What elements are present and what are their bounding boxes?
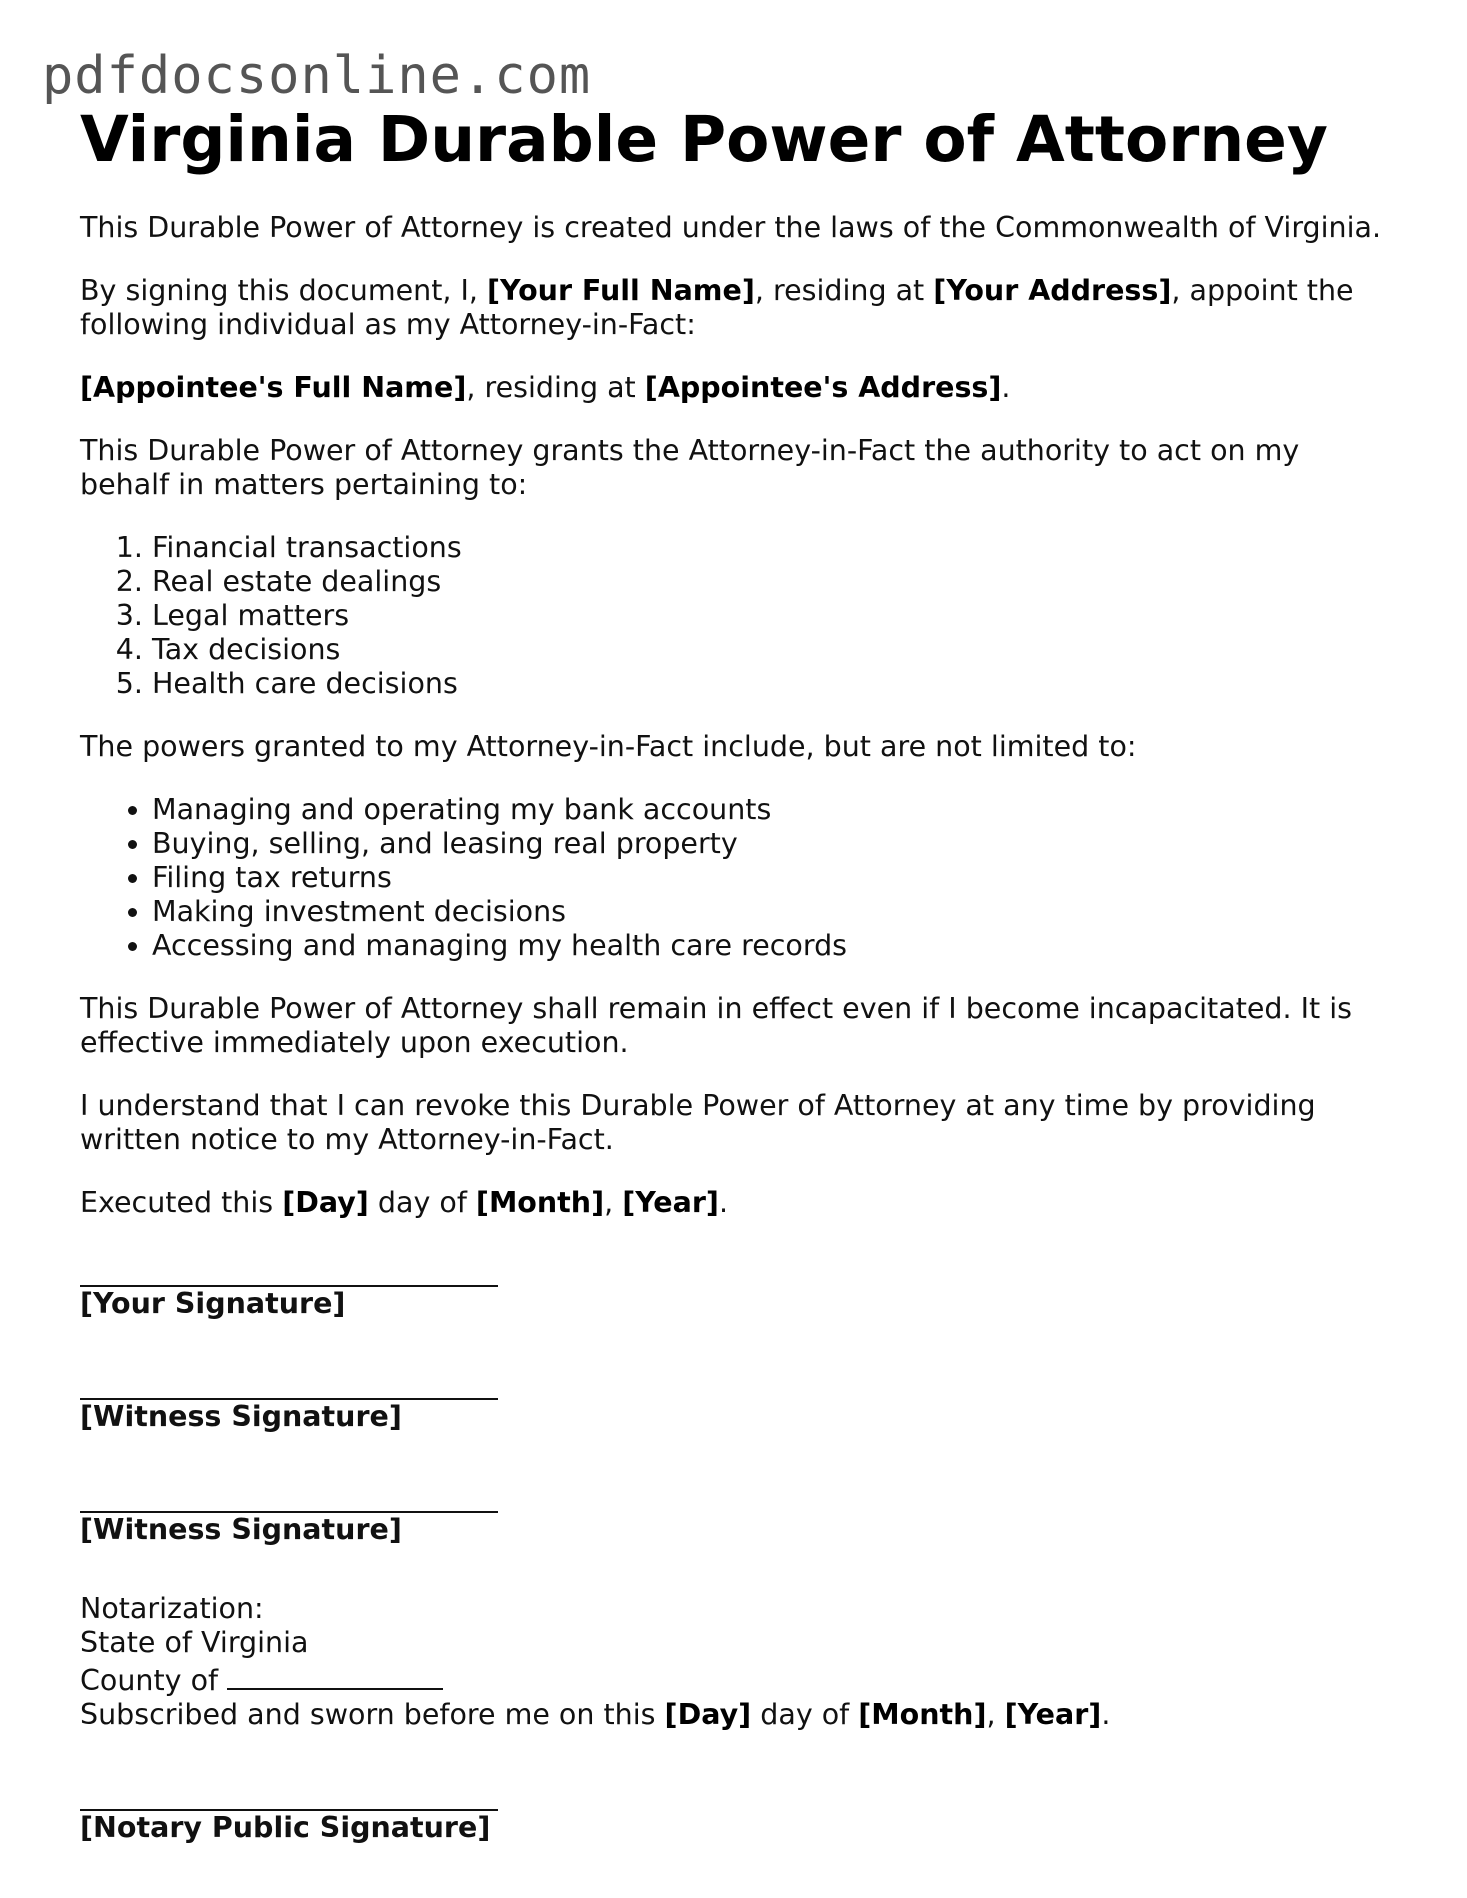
matter-item: 4. Tax decisions bbox=[152, 633, 1390, 667]
durability-paragraph: This Durable Power of Attorney shall remain in effect even if I become incapacitated. It is effective immediately upon execution. bbox=[80, 992, 1353, 1059]
signature-line bbox=[80, 1366, 498, 1400]
executed-mid: day of bbox=[368, 1186, 476, 1219]
appointee-name-placeholder: [Appointee's Full Name] bbox=[80, 371, 467, 404]
day-placeholder: [Day] bbox=[282, 1186, 369, 1219]
year-placeholder: [Year] bbox=[622, 1186, 719, 1219]
power-item: • Filing tax returns bbox=[152, 861, 1390, 895]
your-name-placeholder: [Your Full Name] bbox=[487, 274, 755, 307]
notary-signature-label: [Notary Public Signature] bbox=[80, 1811, 491, 1844]
power-item: • Making investment decisions bbox=[152, 895, 1390, 929]
year-placeholder: [Year] bbox=[1004, 1698, 1102, 1731]
matter-item: 2. Real estate dealings bbox=[152, 565, 1390, 599]
watermark-text: pdfdocsonline.com bbox=[42, 46, 592, 106]
witness-signature-label: [Witness Signature] bbox=[80, 1400, 402, 1433]
matter-item: 5. Health care decisions bbox=[152, 667, 1390, 701]
appointment-paragraph bbox=[80, 274, 1390, 342]
sworn-mid: day of bbox=[751, 1698, 859, 1731]
matters-list bbox=[80, 531, 1390, 701]
signature-line bbox=[80, 1479, 498, 1513]
power-item: • Buying, selling, and leasing real property bbox=[152, 827, 1390, 861]
executed-sep: , bbox=[604, 1186, 623, 1219]
appointee-paragraph bbox=[80, 371, 1390, 405]
executed-prefix: Executed this bbox=[80, 1186, 283, 1219]
powers-intro: The powers granted to my Attorney-in-Fact include, but are not limited to: bbox=[80, 730, 1137, 763]
day-placeholder: [Day] bbox=[664, 1698, 752, 1731]
sworn-line bbox=[80, 1698, 1390, 1732]
document-body bbox=[80, 211, 1390, 1845]
matter-item: 1. Financial transactions bbox=[152, 531, 1390, 565]
notary-signature-block bbox=[80, 1777, 1390, 1845]
appointee-address-placeholder: [Appointee's Address] bbox=[644, 371, 1002, 404]
month-placeholder: [Month] bbox=[475, 1186, 605, 1219]
county-blank bbox=[227, 1660, 443, 1690]
signature-line bbox=[80, 1777, 498, 1811]
appointee-mid: , residing at bbox=[466, 371, 645, 404]
executed-end: . bbox=[718, 1186, 729, 1219]
witness-signature-block-1 bbox=[80, 1366, 1390, 1434]
notarization-heading: Notarization: bbox=[80, 1592, 264, 1625]
sworn-prefix: Subscribed and sworn before me on this bbox=[80, 1698, 665, 1731]
document-page bbox=[80, 100, 1390, 1890]
your-signature-label: [Your Signature] bbox=[80, 1287, 346, 1320]
witness-signature-label: [Witness Signature] bbox=[80, 1513, 402, 1546]
matter-item: 3. Legal matters bbox=[152, 599, 1390, 633]
your-signature-block bbox=[80, 1253, 1390, 1321]
notary-state: State of Virginia bbox=[80, 1626, 309, 1659]
month-placeholder: [Month] bbox=[858, 1698, 987, 1731]
notarization-block bbox=[80, 1592, 1390, 1732]
appoint-suffix: , appoint the following individual as my Attorney-in-Fact: bbox=[80, 274, 1354, 341]
grant-paragraph: This Durable Power of Attorney grants the Attorney-in-Fact the authority to act on my behalf in matters pertaining to: bbox=[80, 434, 1300, 501]
sworn-sep: , bbox=[986, 1698, 1005, 1731]
county-label: County of bbox=[80, 1664, 228, 1697]
sworn-end: . bbox=[1101, 1698, 1111, 1731]
intro-paragraph: This Durable Power of Attorney is created under the laws of the Commonwealth of Virginia. bbox=[80, 211, 1382, 244]
executed-line bbox=[80, 1186, 1390, 1220]
notary-county bbox=[80, 1660, 1390, 1698]
witness-signature-block-2 bbox=[80, 1479, 1390, 1547]
appoint-prefix: By signing this document, I, bbox=[80, 274, 488, 307]
appoint-mid: , residing at bbox=[754, 274, 934, 307]
appointee-end: . bbox=[1001, 371, 1011, 404]
power-item: • Managing and operating my bank accounts bbox=[152, 793, 1390, 827]
revocation-paragraph: I understand that I can revoke this Durable Power of Attorney at any time by providing written notice to my Attorney-in-Fact. bbox=[80, 1089, 1316, 1156]
document-title: Virginia Durable Power of Attorney bbox=[80, 103, 1328, 176]
power-item: • Accessing and managing my health care records bbox=[152, 929, 1390, 963]
signature-line bbox=[80, 1253, 498, 1287]
powers-list bbox=[80, 793, 1390, 963]
your-address-placeholder: [Your Address] bbox=[933, 274, 1172, 307]
